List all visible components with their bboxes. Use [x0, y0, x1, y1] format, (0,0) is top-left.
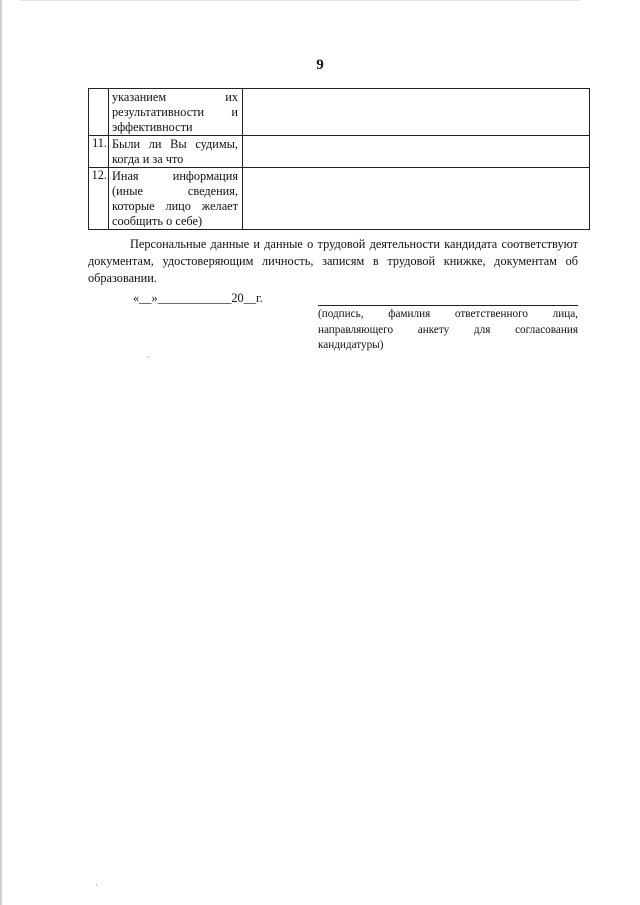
date-field[interactable]: «__»____________20__г.: [133, 291, 263, 305]
row-number: 11.: [89, 136, 109, 168]
scan-edge: [0, 0, 2, 905]
answer-cell[interactable]: [243, 136, 590, 168]
question-line: сообщить о себе): [112, 214, 203, 228]
question-cell: [109, 136, 243, 168]
question-line: Были ли Вы судимы,: [112, 137, 238, 151]
table-row: [89, 89, 590, 136]
confirmation-statement: Персональные данные и данные о трудовой деятельности кандидата соответствуют документам, удостоверяющим личность, записям в трудовой книжке, документам об образовании.: [88, 237, 578, 285]
answer-cell[interactable]: [243, 89, 590, 136]
row-number: [89, 89, 109, 136]
question-cell: [109, 89, 243, 136]
signature-caption: (подпись, фамилия ответственного лица, направляющего анкету для согласования кандидатуры): [318, 308, 578, 351]
row-number: 12.: [89, 168, 109, 230]
page-number: 9: [316, 57, 324, 73]
scan-speck: [148, 356, 149, 358]
question-cell: [109, 168, 243, 230]
question-line: результативности и: [112, 105, 238, 119]
signature-line[interactable]: [318, 305, 578, 306]
questionnaire-table: [88, 88, 590, 230]
question-line: эффективности: [112, 120, 193, 134]
scan-artifact: [20, 0, 580, 1]
table-row: [89, 136, 590, 168]
question-line: когда и за что: [112, 152, 184, 166]
scan-speck: [96, 884, 97, 886]
question-line: Иная информация: [112, 169, 238, 183]
table-row: [89, 168, 590, 230]
question-line: которые лицо желает: [112, 199, 238, 213]
question-line: (иные сведения,: [112, 184, 238, 198]
question-line: указанием их: [112, 90, 238, 104]
answer-cell[interactable]: [243, 168, 590, 230]
